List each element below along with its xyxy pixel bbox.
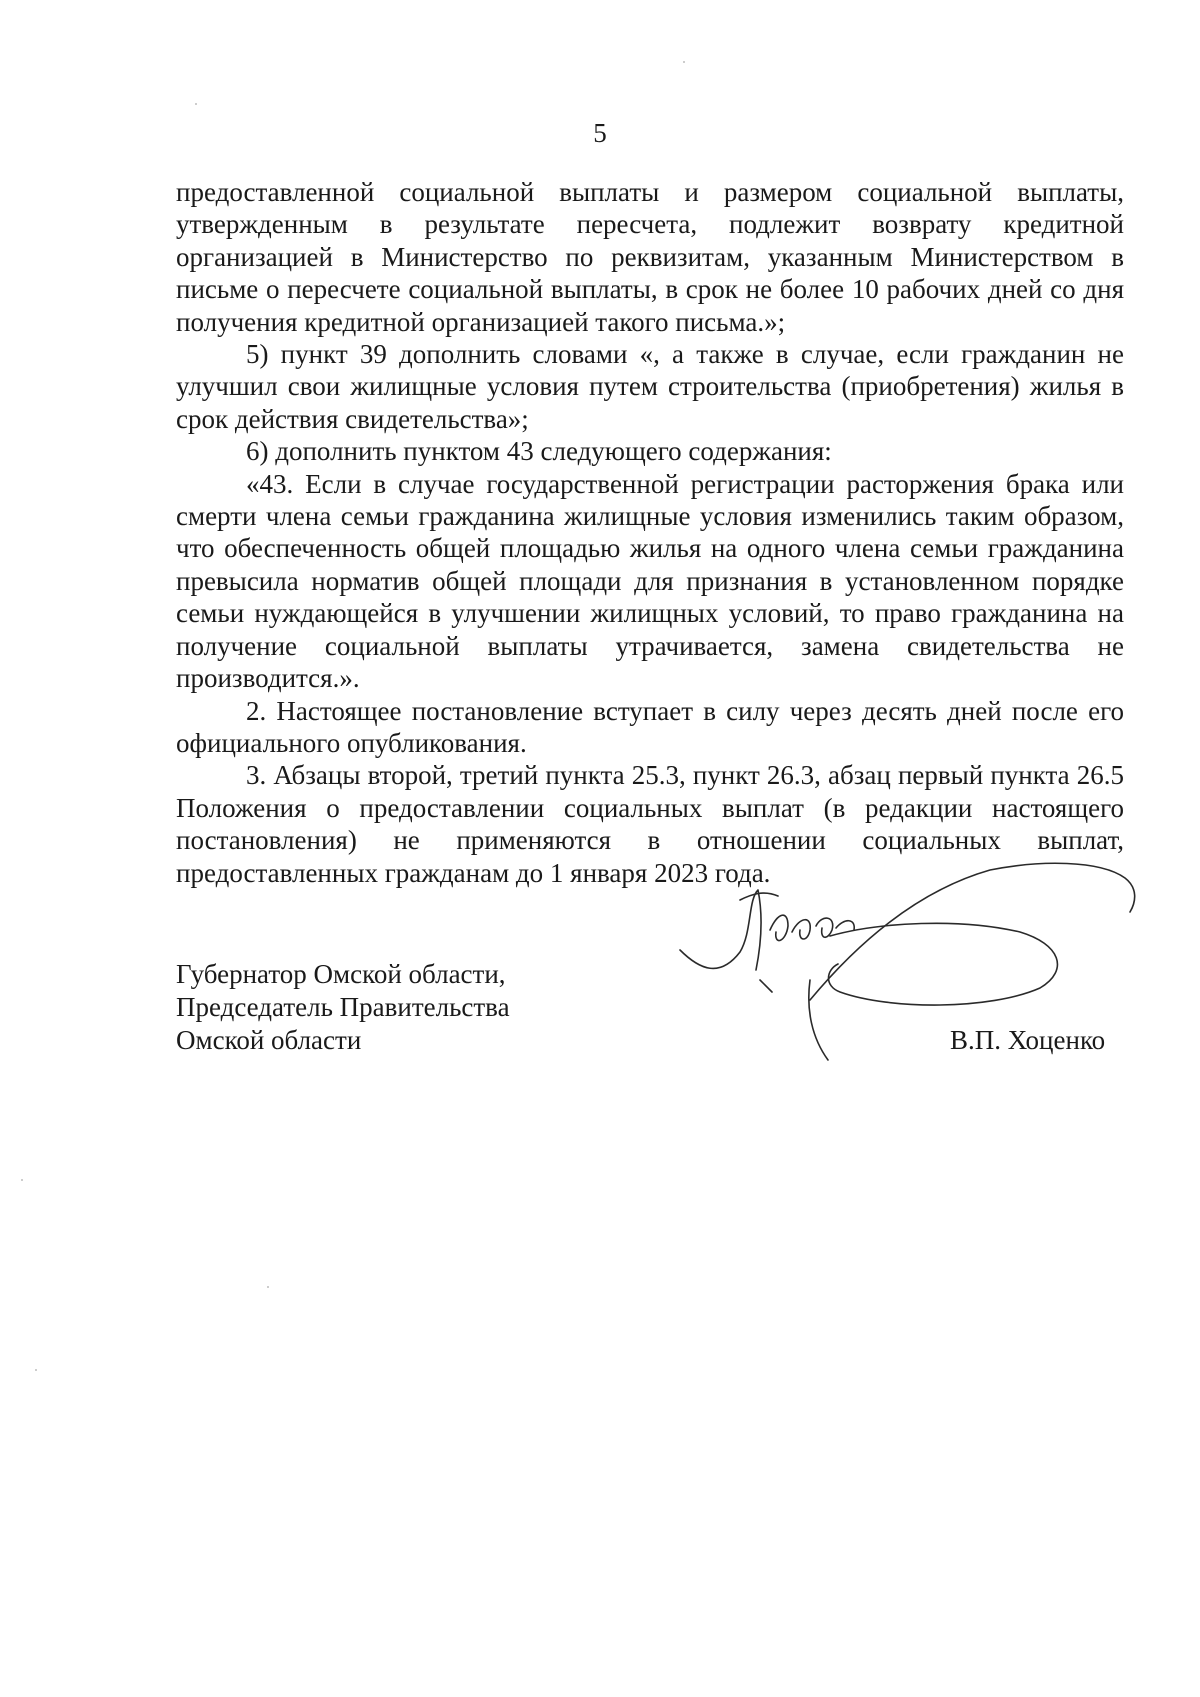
paragraph-item-6: 6) дополнить пунктом 43 следующего содержания: <box>246 436 832 467</box>
paragraph-clause-43: «43. Если в случае государственной регистрации расторжения брака или смерти члена семьи гражданина жилищные условия изменились таким образом, что обеспеченность общей площадью жилья на одного члена семьи гражданина превысила норматив общей площади для признания в установленном порядке семьи нуждающейся в улучшении жилищных условий, то право гражданина на получение социальной выплаты утрачивается, замена свидетельства не производится.». <box>176 468 1124 694</box>
document-body <box>176 176 1124 889</box>
signatory-title-line: Губернатор Омской области, <box>176 959 506 989</box>
paragraph-item-5: 5) пункт 39 дополнить словами «, а также в случае, если гражданин не улучшил свои жилищные условия путем строительства (приобретения) жилья в срок действия свидетельства»; <box>176 339 1124 434</box>
signatory-title <box>176 958 510 1057</box>
paragraph-section-2: 2. Настоящее постановление вступает в силу через десять дней после его официального опубликования. <box>176 695 1124 758</box>
page-number: 5 <box>593 118 607 148</box>
paragraph-section-3: 3. Абзацы второй, третий пункта 25.3, пункт 26.3, абзац первый пункта 26.5 Положения о предоставлении социальных выплат (в редакции настоящего постановления) не применяются в отношении социальных выплат, предоставленных гражданам до 1 января 2023 года. <box>176 760 1124 888</box>
paragraph-continuation: предоставленной социальной выплаты и размером социальной выплаты, утвержденным в результате пересчета, подлежит возврату кредитной организацией в Министерство по реквизитам, указанным Министерством в письме о пересчете социальной выплаты, в срок не более 10 рабочих дней со дня получения кредитной организацией такого письма.»; <box>176 177 1124 337</box>
handwritten-signature <box>660 860 1140 1100</box>
signatory-title-line: Председатель Правительства <box>176 992 510 1022</box>
signatory-name: В.П. Хоценко <box>950 1025 1106 1055</box>
signatory-title-line: Омской области <box>176 1025 362 1055</box>
